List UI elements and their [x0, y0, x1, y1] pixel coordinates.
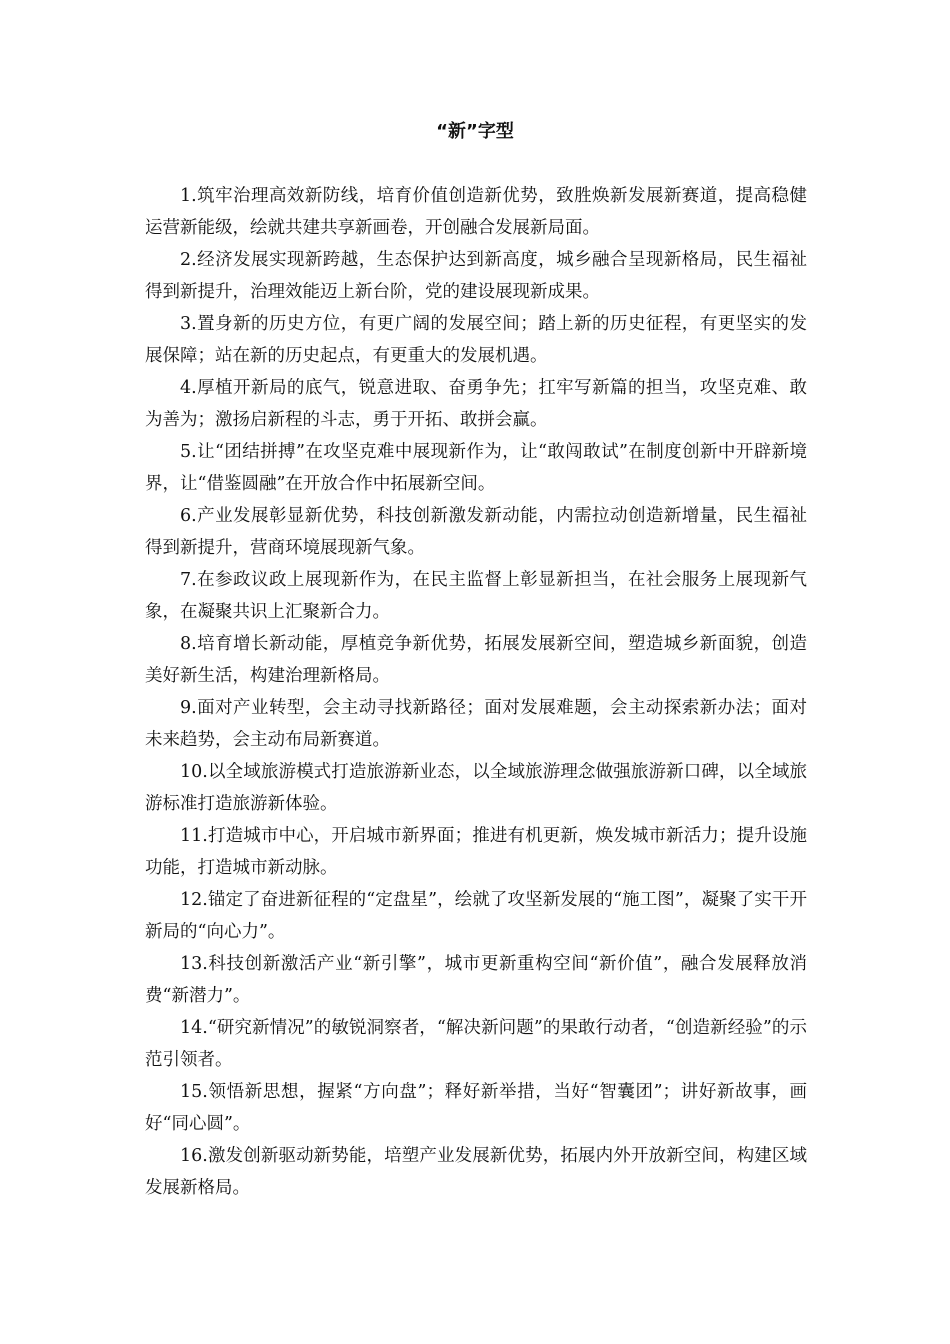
- list-item: 16.激发创新驱动新势能，培塑产业发展新优势，拓展内外开放新空间，构建区域发展新格局。: [145, 1146, 807, 1198]
- list-item: 10.以全域旅游模式打造旅游新业态，以全域旅游理念做强旅游新口碑，以全域旅游标准打造旅游新体验。: [145, 762, 807, 814]
- list-item: 3.置身新的历史方位，有更广阔的发展空间；踏上新的历史征程，有更坚实的发展保障；站在新的历史起点，有更重大的发展机遇。: [145, 314, 807, 366]
- list-item: 5.让“团结拼搏”在攻坚克难中展现新作为，让“敢闯敢试”在制度创新中开辟新境界，让“借鉴圆融”在开放合作中拓展新空间。: [145, 442, 807, 494]
- list-item: 2.经济发展实现新跨越，生态保护达到新高度，城乡融合呈现新格局，民生福祉得到新提升，治理效能迈上新台阶，党的建设展现新成果。: [145, 250, 807, 302]
- list-item: 1.筑牢治理高效新防线，培育价值创造新优势，致胜焕新发展新赛道，提高稳健运营新能级，绘就共建共享新画卷，开创融合发展新局面。: [145, 186, 807, 238]
- list-item: 15.领悟新思想，握紧“方向盘”；释好新举措，当好“智囊团”；讲好新故事，画好“同心圆”。: [145, 1082, 807, 1134]
- list-item: 13.科技创新激活产业“新引擎”，城市更新重构空间“新价值”，融合发展释放消费“新潜力”。: [145, 954, 807, 1006]
- document-title: “新”字型: [436, 121, 514, 142]
- list-item: 12.锚定了奋进新征程的“定盘星”，绘就了攻坚新发展的“施工图”，凝聚了实干开新局的“向心力”。: [145, 890, 807, 942]
- list-item: 11.打造城市中心，开启城市新界面；推进有机更新，焕发城市新活力；提升设施功能，打造城市新动脉。: [145, 826, 807, 878]
- list-item: 14.“研究新情况”的敏锐洞察者，“解决新问题”的果敢行动者，“创造新经验”的示范引领者。: [145, 1018, 807, 1070]
- list-item: 6.产业发展彰显新优势，科技创新激发新动能，内需拉动创造新增量，民生福祉得到新提升，营商环境展现新气象。: [145, 506, 807, 558]
- list-item: 8.培育增长新动能，厚植竞争新优势，拓展发展新空间，塑造城乡新面貌，创造美好新生活，构建治理新格局。: [145, 634, 807, 686]
- list-item: 9.面对产业转型，会主动寻找新路径；面对发展难题，会主动探索新办法；面对未来趋势，会主动布局新赛道。: [145, 698, 807, 750]
- list-item: 7.在参政议政上展现新作为，在民主监督上彰显新担当，在社会服务上展现新气象，在凝聚共识上汇聚新合力。: [145, 570, 807, 622]
- document-body: [145, 180, 807, 1204]
- list-item: 4.厚植开新局的底气，锐意进取、奋勇争先；扛牢写新篇的担当，攻坚克难、敢为善为；激扬启新程的斗志，勇于开拓、敢拼会赢。: [145, 378, 807, 430]
